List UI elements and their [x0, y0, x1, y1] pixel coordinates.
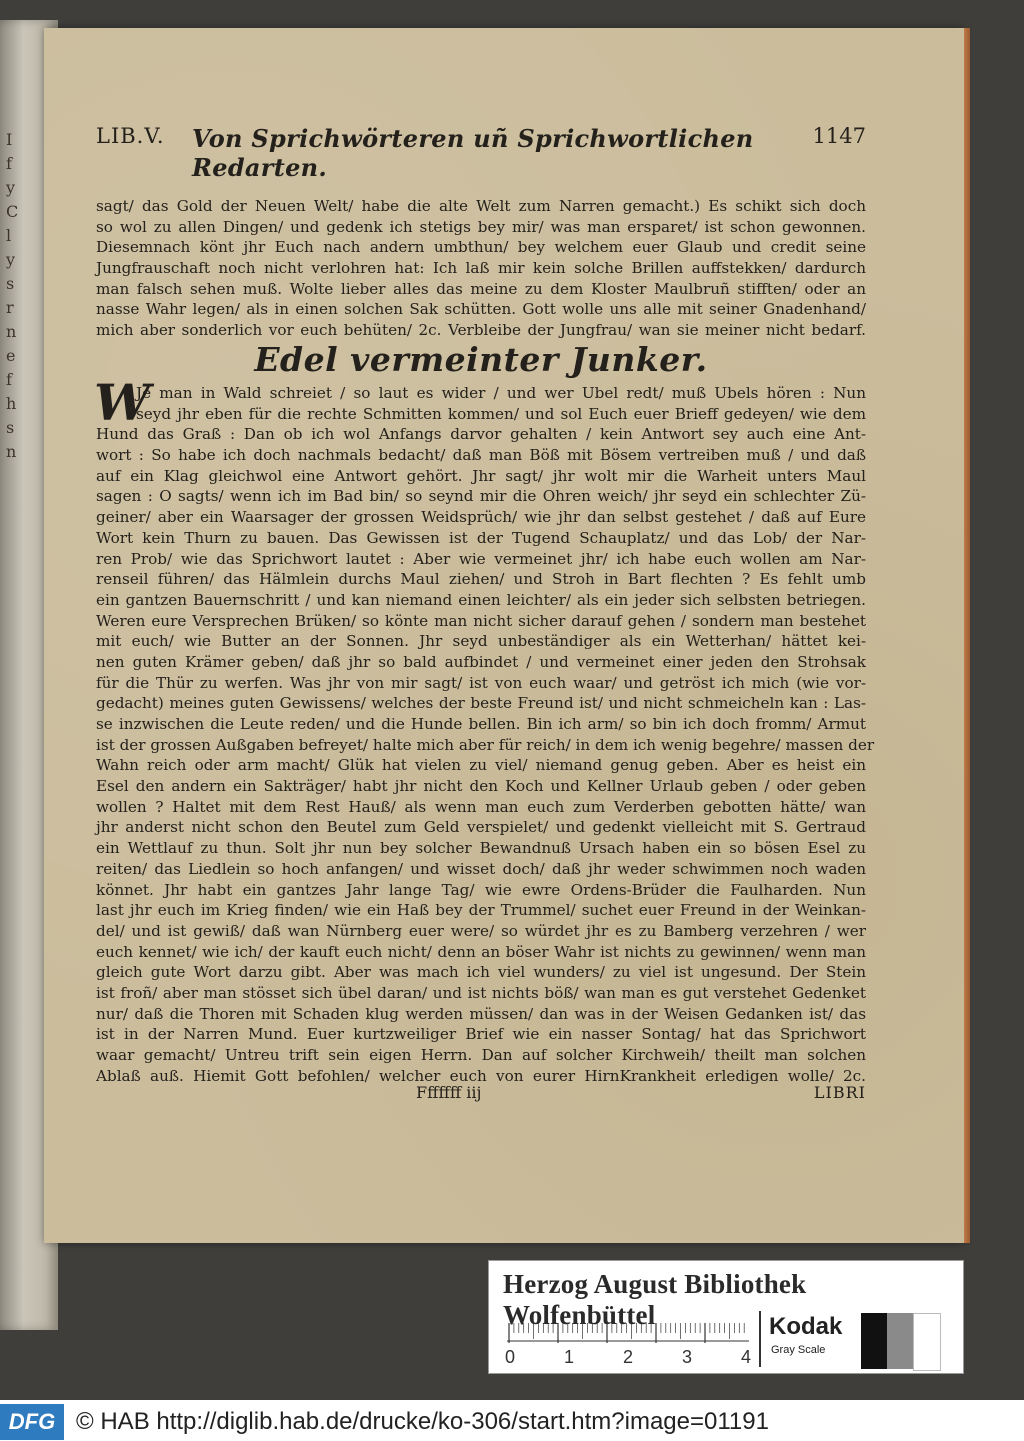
drop-cap-letter: W: [94, 373, 151, 432]
text-line: könnet. Jhr habt ein gantzes Jahr lange Tag/ wie ewre Ordens-Brüder die Faulharden. Nun: [96, 880, 866, 899]
text-line: Wort kein Thurn zu bauen. Das Gewissen ist der Tugend Schauplatz/ und das Lob/ der Nar-: [96, 528, 866, 547]
gray-swatch-mid: [887, 1313, 913, 1369]
ruler-number: 2: [623, 1347, 634, 1367]
catchword: LIBRI: [813, 1083, 866, 1102]
ruler-number: 1: [564, 1347, 575, 1367]
section-heading: Edel vermeinter Junker.: [254, 340, 708, 379]
ruler-number: 0: [505, 1347, 516, 1367]
text-line: für die Thür zu werfen. Was jhr von mir sagt/ ist von euch waar/ und getröst ich mich (wie vor-: [96, 673, 866, 692]
text-line: nasse Wahr legen/ als in einen solchen Sak schütten. Gott wolle uns alle mit seiner Gnadenhand/: [96, 300, 866, 319]
paragraph-continuation: [96, 196, 866, 341]
book-label: LIB.V.: [96, 124, 165, 148]
text-line: Wahn reich oder arm macht/ Glük hat vielen zu viel/ niemand genug geben. Aber es heist ein: [96, 756, 866, 775]
text-line: ist in der Narren Mund. Euer kurtzweiliger Brief wie ein nasser Sontag/ hat das Sprichwort: [96, 1025, 866, 1044]
left-page-fragment: f: [6, 154, 12, 173]
text-line: ist froñ/ aber man stösset sich übel daran/ und ist nichts böß/ wan man es gut verstehet Gedenket: [96, 983, 866, 1002]
left-page-fragment: s: [6, 274, 15, 293]
left-page-fragment: r: [6, 298, 14, 317]
kodak-gray-scale: [759, 1311, 853, 1367]
gray-scale-label: Gray Scale: [771, 1344, 826, 1356]
ruler-number: 3: [682, 1347, 693, 1367]
left-page-fragment: I: [6, 130, 13, 149]
text-line: nen guten Krämer geben/ daß jhr so bald aufbindet / und vermeinet einer jeden den Strohsak: [96, 652, 866, 671]
text-line: ein Wettlauf zu thun. Solt jhr nun bey solcher Bewandnuß Ursach haben ein so bösen Esel zu: [96, 839, 866, 858]
text-line: euch kennet/ wie ich/ der kauft euch nicht/ denn an böser Wahr ist nichts zu gewinnen/ wenn man: [96, 942, 866, 961]
page-number: 1147: [812, 124, 866, 148]
text-line: auf ein Klag gleichwol eine Antwort gehört. Jhr sagt/ jhr wolt mir die Warheit unters Maul: [96, 466, 866, 485]
text-line: Jungfrauschaft noch nicht verlohren hat: Ich laß mir kein solche Brillen auffstekken/ dardurch: [96, 259, 866, 278]
left-page-fragment: C: [6, 202, 19, 221]
left-page-fragment: l: [6, 226, 12, 245]
left-page-fragment: s: [6, 418, 15, 437]
text-line: reiten/ das Liedlein so hoch anfangen/ und wisset doch/ daß jhr weder schwimmen noch waden: [96, 859, 866, 878]
dfg-logo: DFG: [0, 1404, 64, 1440]
text-line: gedacht) meines guten Gewissens/ welches der beste Freund ist/ und nicht schmeicheln kan : Las-: [96, 694, 866, 713]
text-line: man falsch sehen muß. Wolte lieber alles das meine zu dem Kloster Maulbruñ stifften/ oder an: [96, 279, 866, 298]
left-page-fragment: y: [6, 250, 16, 269]
text-line: wollen ? Haltet mit dem Rest Hauß/ als wenn man euch zum Verderben gebotten hätte/ wan: [96, 797, 866, 816]
running-header: [96, 124, 866, 182]
ruler-scale: [503, 1317, 753, 1367]
text-line: ist der grossen Außgaben befreyet/ halte mich aber für reich/ in dem ich wenig begehre/ massen der: [96, 735, 875, 754]
ruler-number: 4: [741, 1347, 752, 1367]
signature-mark: Fffffff iij: [416, 1083, 482, 1102]
left-page-fragment: e: [6, 346, 16, 365]
book-page: [44, 28, 964, 1243]
gray-swatch-black: [861, 1313, 887, 1369]
text-line: seyd jhr eben für die rechte Schmitten kommen/ und sol Euch euer Brieff gedeyen/ wie dem: [136, 404, 866, 423]
page-footer: [96, 1083, 866, 1107]
text-line: Esel den andern ein Sakträger/ habt jhr nicht den Koch und Kellner Urlaub geben / oder geben: [96, 777, 866, 796]
library-color-card: [488, 1260, 964, 1374]
copyright-link[interactable]: © HAB http://diglib.hab.de/drucke/ko-306/start.htm?image=01191: [76, 1408, 769, 1435]
gray-swatch-white: [913, 1313, 941, 1371]
text-line: waar gemacht/ Untreu trift sein eigen Herrn. Dan auf solcher Kirchweih/ theilt man solchen: [96, 1046, 866, 1064]
kodak-brand: Kodak: [769, 1313, 843, 1340]
left-page-fragment: h: [6, 394, 17, 413]
text-line: last jhr euch im Krieg finden/ wie ein Haß bey der Trummel/ suchet euer Freund in der Weinkan-: [96, 901, 866, 920]
text-line: Weren eure Versprechen Brüken/ so könte man nicht sicher darauf gehen / sondern man bestehet: [96, 611, 866, 630]
text-line: ein gantzen Bauernschritt / und kan niemand einen leichter/ als ein jeder sich selbsten betriegen.: [96, 590, 866, 609]
library-name: Herzog August Bibliothek Wolfenbüttel: [503, 1269, 807, 1330]
text-line: renseil führen/ das Hälmlein durchs Maul ziehen/ und Stroh in Bart flechten ? Es fehlt umb: [96, 570, 866, 589]
text-line: Ablaß auß. Hiemit Gott befohlen/ welcher euch von eurer HirnKrankheit erledigen wolle/ 2c.: [96, 1066, 866, 1085]
text-line: wort : So habe ich doch nachmals bedacht/ daß man Böß mit Bösem vertreiben muß / und daß: [96, 446, 866, 465]
text-line: jhr anderst nicht schon den Beutel zum Geld verspielet/ und gedenkt vielleicht mit S. Gertraud: [96, 818, 866, 837]
text-line: Hund das Graß : Dan ob ich wol Anfangs darvor gehalten / kein Antwort sey auch eine Ant-: [96, 425, 866, 444]
text-line: sagen : O sagts/ wenn ich im Bad bin/ so seynd mir die Ohren weich/ jhr seyd ein schlechter Zü-: [96, 487, 866, 506]
text-line: Je man in Wald schreiet / so laut es wider / und wer Ubel redt/ muß Ubels hören : Nun: [136, 384, 866, 402]
letter-body: [96, 383, 875, 1086]
left-page-fragment: n: [6, 322, 17, 341]
text-line: mit euch/ wie Butter an der Sonnen. Jhr seyd unbeständiger als ein Wetterhan/ hättet kei-: [96, 632, 866, 651]
text-line: geiner/ aber ein Waarsager der grossen Weidsprüch/ wie jhr dan selbst gestehet / daß auf Eure: [96, 508, 866, 527]
text-line: se inzwischen die Leute reden/ und die Hunde bellen. Bin ich arm/ so bin ich doch fromm/ Armut: [96, 715, 866, 733]
running-title: Von Sprichwörteren uñ Sprichwortlichen Redarten.: [192, 124, 754, 182]
left-page-fragment: f: [6, 370, 12, 389]
left-page-fragment: y: [6, 178, 16, 197]
text-line: gleich gute Wort darzu gibt. Aber was mach ich viel wunders/ zu viel ist ungesund. Der Stein: [96, 963, 866, 982]
text-line: Diesemnach könt jhr Euch nach andern umbthun/ bey welchem euer Glaub und credit seine: [96, 238, 866, 257]
text-line: del/ und ist gewiß/ daß wan Nürnberg euer were/ so würdet jhr es zu Bamberg verzehren / wer: [96, 921, 866, 940]
text-line: mich aber sonderlich vor euch behüten/ 2c. Verbleibe der Jungfrau/ wan sie meiner nicht bedarf.: [96, 321, 866, 340]
text-line: ren Prob/ wie das Sprichwort lautet : Aber wie vermeinet jhr/ ich habe euch wollen am Nar-: [96, 549, 866, 568]
left-page-fragment: n: [6, 442, 17, 461]
text-line: nur/ daß die Thoren mit Schaden klug werden müssen/ dan was in der Weisen Gedanken ist/ das: [96, 1004, 866, 1023]
text-line: sagt/ das Gold der Neuen Welt/ habe die alte Welt zum Narren gemacht.) Es schikt sich doch: [96, 197, 866, 215]
text-line: so wol zu allen Dingen/ und gedenk ich stetigs bey mir/ was man ersparet/ ist schon gewonnen.: [96, 217, 866, 236]
